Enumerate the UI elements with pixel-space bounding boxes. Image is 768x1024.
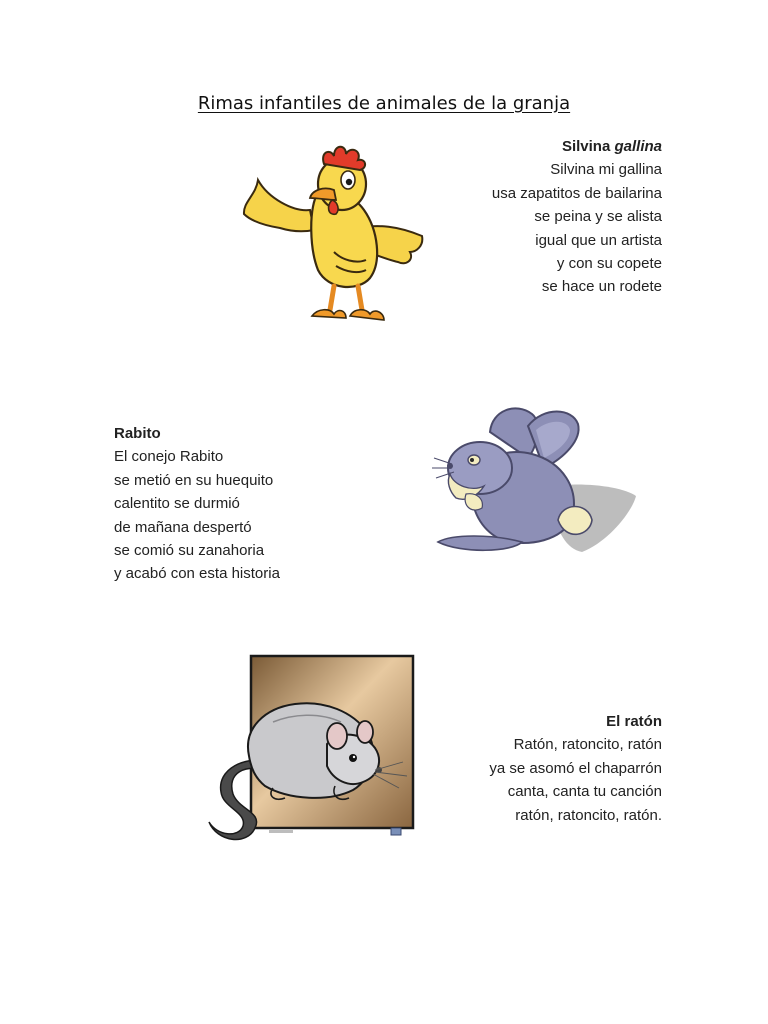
poem-line: usa zapatitos de bailarina [491, 184, 662, 202]
poem-rabito [114, 422, 280, 586]
poem-title: Silvina gallina [561, 138, 662, 155]
poem-line: de mañana despertó [114, 518, 252, 536]
poem-line: Ratón, ratoncito, ratón [513, 736, 662, 754]
poem-title: Rabito [114, 425, 161, 442]
poem-title: El ratón [606, 713, 662, 730]
poem-line: ratón, ratoncito, ratón. [515, 806, 662, 824]
rooster-illustration [238, 140, 433, 330]
poem-line: se hace un rodete [541, 278, 662, 296]
poem-line: ya se asomó el chaparrón [489, 759, 662, 777]
rat-illustration [203, 652, 421, 854]
document-title: Rimas infantiles de animales de la granja [197, 93, 571, 114]
poem-line: y acabó con esta historia [114, 565, 280, 583]
poem-line: se comió su zanahoria [114, 542, 265, 560]
poem-line: canta, canta tu canción [507, 783, 662, 801]
poem-silvina-gallina [492, 135, 662, 299]
poem-line: El conejo Rabito [114, 448, 224, 466]
poem-line: calentito se durmió [114, 495, 240, 513]
poem-line: y con su copete [556, 255, 662, 273]
poem-line: se peina y se alista [534, 208, 662, 226]
poem-line: se metió en su huequito [114, 471, 274, 489]
poem-line: Silvina mi gallina [550, 161, 662, 179]
poem-el-raton [489, 710, 662, 827]
rabbit-illustration [432, 402, 638, 562]
poem-line: igual que un artista [535, 231, 662, 249]
